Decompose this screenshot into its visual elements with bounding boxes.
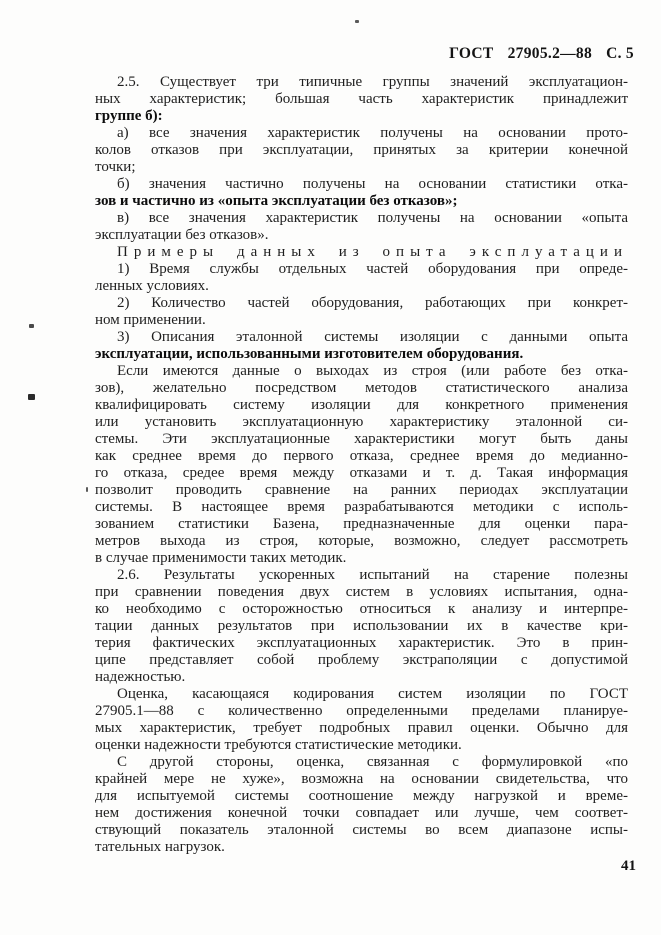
ink-speck [28, 394, 35, 400]
header-standard-code: 27905.2—88 [507, 45, 593, 62]
text-line: 2.6. Результаты ускоренных испытаний на старение полезны [117, 567, 628, 583]
text-line: позволит проводить сравнение на ранних периодах эксплуатации [95, 482, 628, 498]
text-line: ном применении. [95, 312, 206, 328]
paragraph [95, 74, 628, 125]
text-line: надежностью. [95, 669, 186, 685]
text-line: как среднее время до первого отказа, среднее время до медианно- [95, 448, 628, 464]
text-line: б) значения частично получены на основании статистики отка- [117, 176, 628, 192]
text-line: 27905.1—88 с количественно определенными пределами планируе- [95, 703, 628, 719]
text-line: ко необходимо с осторожностью относиться к анализу и интерпре- [95, 601, 628, 617]
text-line: в случае применимости таких методик. [95, 550, 347, 566]
page-number: 41 [621, 858, 636, 874]
text-line: нем достижения конечной точки совпадает или лучше, чем соответ- [95, 805, 628, 821]
text-line: оценки надежности требуются статистические методики. [95, 737, 462, 753]
ink-speck [29, 324, 34, 328]
text-line: группе б): [95, 108, 163, 124]
paragraph [95, 295, 628, 329]
text-line: го отказа, средее время между отказами и т. д. Такая информация [95, 465, 628, 481]
paragraph [95, 261, 628, 295]
paragraph [95, 754, 628, 856]
text-line: ных характеристик; большая часть характеристик принадлежит [95, 91, 628, 107]
text-line: 2.5. Существует три типичные группы значений эксплуатацион- [117, 74, 628, 90]
ink-speck [355, 20, 359, 23]
paragraph [95, 244, 628, 261]
text-line: стемы. Эти эксплуатационные характеристики могут быть даны [95, 431, 628, 447]
text-line: ципе представляет собой проблему экстраполяции с допустимой [95, 652, 628, 668]
text-line: Оценка, касающаяся кодирования систем изоляции по ГОСТ [117, 686, 628, 702]
text-line: системы. В настоящее время разрабатываются методики с исполь- [95, 499, 628, 515]
text-line: или установить эксплуатационную характеристику эталонной си- [95, 414, 628, 430]
document-body [95, 74, 628, 856]
text-line: 1) Время службы отдельных частей оборудования при опреде- [117, 261, 628, 277]
text-line: Примеры данных из опыта эксплуатации [117, 244, 628, 260]
text-line: зов и частично из «опыта эксплуатации без отказов»; [95, 193, 458, 209]
text-line: 2) Количество частей оборудования, работающих при конкрет- [117, 295, 628, 311]
text-line: терия фактических эксплуатационных характеристик. Это в прин- [95, 635, 628, 651]
paragraph [95, 567, 628, 686]
page-header [449, 45, 634, 63]
text-line: квалифицировать систему изоляции для конкретного применения [95, 397, 628, 413]
text-line: ствующий показатель эталонной системы во всем диапазоне испы- [95, 822, 628, 838]
text-line: крайней мере не хуже», возможна на основании свидетельства, что [95, 771, 628, 787]
paragraph [95, 125, 628, 176]
text-line: в) все значения характеристик получены на основании «опыта [117, 210, 628, 226]
text-line: зов), желательно посредством методов статистического анализа [95, 380, 628, 396]
header-page-label: С. 5 [606, 45, 634, 62]
paragraph [95, 210, 628, 244]
text-line: точки; [95, 159, 136, 175]
text-line: зованием статистики Базена, предназначенные для оценки пара- [95, 516, 628, 532]
text-line: ленных условиях. [95, 278, 209, 294]
paragraph [95, 176, 628, 210]
text-line: а) все значения характеристик получены на основании прото- [117, 125, 628, 141]
header-standard-name: ГОСТ [449, 45, 494, 62]
text-line: метров выхода из строя, которые, возможно, следует рассмотреть [95, 533, 628, 549]
text-line: С другой стороны, оценка, связанная с формулировкой «по [117, 754, 628, 770]
paragraph [95, 363, 628, 567]
ink-speck [86, 487, 88, 492]
paragraph [95, 686, 628, 754]
text-line: 3) Описания эталонной системы изоляции с данными опыта [117, 329, 628, 345]
text-line: при сравнении поведения двух систем в условиях испытания, одна- [95, 584, 628, 600]
text-line: для испытуемой системы соотношение между нагрузкой и време- [95, 788, 628, 804]
text-line: мых характеристик, требует подробных правил оценки. Обычно для [95, 720, 628, 736]
text-line: тации данных результатов при использовании их в качестве кри- [95, 618, 628, 634]
text-line: Если имеются данные о выходах из строя (или работе без отка- [117, 363, 628, 379]
text-line: колов отказов при эксплуатации, принятых за критерии конечной [95, 142, 628, 158]
text-line: эксплуатации, использованными изготовителем оборудования. [95, 346, 524, 362]
paragraph [95, 329, 628, 363]
text-line: эксплуатации без отказов». [95, 227, 269, 243]
text-line: тательных нагрузок. [95, 839, 225, 855]
